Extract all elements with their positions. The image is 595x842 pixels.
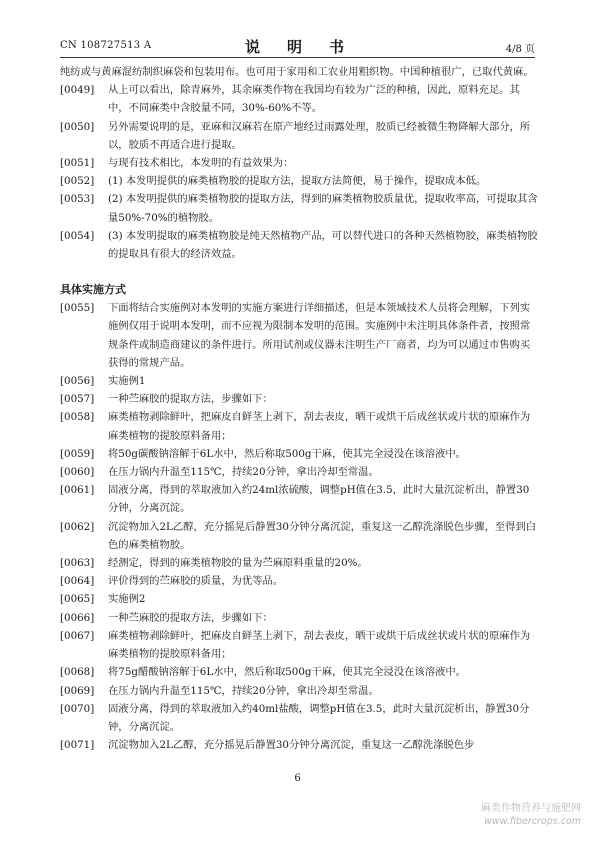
paragraph-0066 bbox=[60, 609, 538, 627]
paragraph-0049 bbox=[60, 81, 538, 117]
paragraph-0065 bbox=[60, 590, 538, 608]
watermark-site-name: 麻类作物营养与施肥网 bbox=[481, 803, 581, 814]
paragraph-number: [0061] bbox=[60, 484, 95, 497]
paragraph-number: [0070] bbox=[60, 702, 95, 715]
paragraph-number: [0063] bbox=[60, 557, 95, 570]
paragraph-0063 bbox=[60, 554, 538, 572]
paragraph-text: 沉淀物加入2L乙醇，充分摇晃后静置30分钟分离沉淀，重复这一乙醇洗涤脱色步 bbox=[108, 739, 475, 752]
paragraph-number: [0060] bbox=[60, 466, 95, 479]
paragraph-0056 bbox=[60, 372, 538, 390]
paragraph-number: [0053] bbox=[60, 193, 95, 206]
paragraph-number: [0056] bbox=[60, 375, 95, 388]
paragraph-0053 bbox=[60, 190, 538, 226]
paragraph-text: 另外需要说明的是，亚麻和汉麻若在原产地经过雨露处理，胶质已经被微生物降解大部分，所以，胶质不再适合进行提取。 bbox=[108, 120, 531, 151]
paragraph-number: [0065] bbox=[60, 593, 95, 606]
header-rule bbox=[60, 57, 535, 58]
paragraph-number: [0064] bbox=[60, 575, 95, 588]
page-indicator: 4/8 页 bbox=[505, 44, 535, 55]
paragraph-text: (1) 本发明提供的麻类植物胶的提取方法，提取方法简便，易于操作，提取成本低。 bbox=[108, 175, 487, 188]
paragraph-0069 bbox=[60, 682, 538, 700]
watermark-url: www.fibercrops.com bbox=[484, 816, 581, 827]
paragraph-0062 bbox=[60, 518, 538, 554]
paragraph-0051 bbox=[60, 154, 538, 172]
paragraph-text: 在压力锅内升温至115℃，持续20分钟，拿出冷却至常温。 bbox=[108, 684, 379, 697]
paragraph-text: 将50g碳酸钠溶解于6L水中，然后称取500g干麻，使其完全浸没在该溶液中。 bbox=[108, 447, 466, 460]
paragraph-number: [0058] bbox=[60, 411, 95, 424]
paragraph-text: 从上可以看出，除青麻外，其余麻类作物在我国均有较为广泛的种植，因此，原料充足。其中，不同麻类中含胶量不同，30%-60%不等。 bbox=[108, 84, 520, 115]
paragraph-0070 bbox=[60, 700, 538, 736]
paragraph-text: 经测定，得到的麻类植物胶的量为苎麻原料重量的20%。 bbox=[108, 557, 368, 570]
paragraph-0064 bbox=[60, 572, 538, 590]
paragraph-number: [0051] bbox=[60, 157, 95, 170]
paragraph-text: 沉淀物加入2L乙醇，充分摇晃后静置30分钟分离沉淀，重复这一乙醇洗涤脱色步骤，至得到白色的麻类植物胶。 bbox=[108, 520, 537, 551]
paragraph-0058 bbox=[60, 408, 538, 444]
paragraph-text: 固液分离，得到的萃取液加入约24ml浓硫酸，调整pH值在3.5，此时大量沉淀析出，静置30分钟，分离沉淀。 bbox=[108, 484, 530, 515]
publication-number: CN 108727513 A bbox=[60, 40, 152, 51]
paragraph-number: [0068] bbox=[60, 666, 95, 679]
paragraph-text: 麻类植物剥除鲜叶，把麻皮自鲜茎上剥下，刮去表皮，晒干或烘干后成丝状或片状的原麻作为麻类植物的提胶原料备用； bbox=[108, 411, 531, 442]
site-watermark bbox=[481, 802, 581, 828]
paragraph-0055 bbox=[60, 299, 538, 372]
paragraph-0054 bbox=[60, 227, 538, 263]
paragraph-text: 下面将结合实施例对本发明的实施方案进行详细描述，但是本领域技术人员将会理解，下列实施例仅用于说明本发明，而不应视为限制本发明的范围。实施例中未注明具体条件者，按照常规条件或制造商建议的条件进行。所用试剂或仪器未注明生产厂商者，均为可以通过市售购买获得的常规产品。 bbox=[108, 302, 531, 369]
paragraph-text: 一种苎麻胶的提取方法，步骤如下： bbox=[108, 611, 273, 624]
page-number: 6 bbox=[294, 773, 301, 784]
paragraph-number: [0067] bbox=[60, 629, 95, 642]
section-heading: 具体实施方式 bbox=[60, 283, 126, 297]
page-header bbox=[60, 36, 535, 56]
paragraph-text: 将75g醋酸钠溶解于6L水中，然后称取500g干麻，使其完全浸没在该溶液中。 bbox=[108, 666, 466, 679]
paragraph-text: 麻类植物剥除鲜叶，把麻皮自鲜茎上剥下，刮去表皮，晒干或烘干后成丝状或片状的原麻作为麻类植物的提胶原料备用； bbox=[108, 629, 531, 661]
paragraph-text: (3) 本发明提取的麻类植物胶是纯天然植物产品，可以替代进口的各种天然植物胶，麻类植物胶的提取具有很大的经济效益。 bbox=[108, 229, 538, 261]
document-body bbox=[60, 63, 538, 754]
paragraph-0059 bbox=[60, 445, 538, 463]
paragraph-text: 实施例2 bbox=[108, 593, 146, 606]
paragraph-0052 bbox=[60, 172, 538, 190]
paragraph-number: [0054] bbox=[60, 229, 95, 242]
document-type-title: 说 明 书 bbox=[244, 38, 350, 56]
paragraph-number: [0069] bbox=[60, 684, 95, 697]
paragraph-text: 纯纺或与黄麻混纺制织麻袋和包装用布。也可用于家用和工农业用粗织物。中国种植很广，已取代黄麻。 bbox=[60, 66, 534, 78]
paragraph-0050 bbox=[60, 118, 538, 154]
paragraph-continuation bbox=[60, 63, 538, 81]
paragraph-text: 固液分离，得到的萃取液加入约40ml盐酸，调整pH值在3.5，此时大量沉淀析出，静置30分钟，分离沉淀。 bbox=[108, 702, 530, 733]
paragraph-0067 bbox=[60, 627, 538, 663]
paragraph-number: [0059] bbox=[60, 447, 95, 460]
paragraph-number: [0071] bbox=[60, 739, 95, 752]
paragraph-text: 一种苎麻胶的提取方法，步骤如下： bbox=[108, 393, 273, 406]
paragraph-number: [0057] bbox=[60, 393, 95, 406]
paragraph-text: 评价得到的苎麻胶的质量，为优等品。 bbox=[108, 575, 284, 588]
paragraph-number: [0062] bbox=[60, 520, 95, 533]
paragraph-number: [0055] bbox=[60, 302, 95, 315]
paragraph-0057 bbox=[60, 390, 538, 408]
paragraph-text: 实施例1 bbox=[108, 375, 146, 388]
paragraph-text: 与现有技术相比，本发明的有益效果为： bbox=[108, 157, 294, 170]
paragraph-text: 在压力锅内升温至115℃，持续20分钟，拿出冷却至常温。 bbox=[108, 466, 379, 479]
paragraph-0060 bbox=[60, 463, 538, 481]
paragraph-text: (2) 本发明提供的麻类植物胶的提取方法，得到的麻类植物胶质量优，提取收率高，可提取其含量50%-70%的植物胶。 bbox=[108, 193, 538, 224]
paragraph-number: [0050] bbox=[60, 120, 95, 133]
paragraph-0068 bbox=[60, 663, 538, 681]
paragraph-0061 bbox=[60, 481, 538, 517]
paragraph-number: [0049] bbox=[60, 84, 95, 97]
paragraph-number: [0066] bbox=[60, 611, 95, 624]
paragraph-0071 bbox=[60, 736, 538, 754]
paragraph-number: [0052] bbox=[60, 175, 95, 188]
